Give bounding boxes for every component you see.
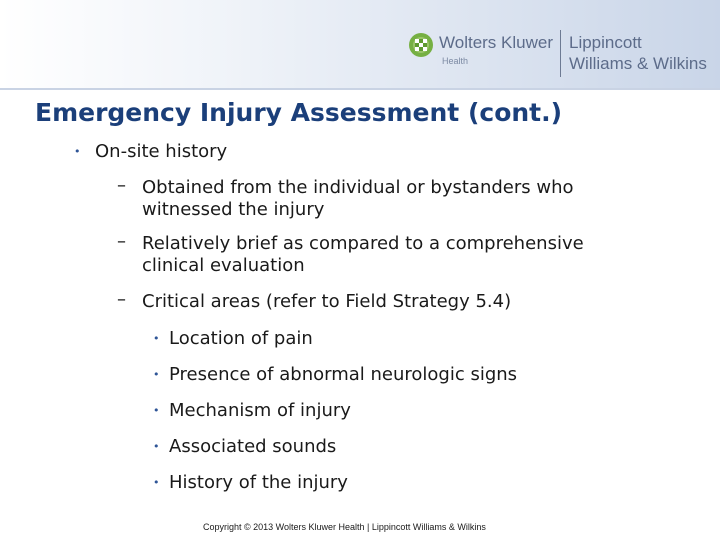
bullet-icon: • <box>153 368 160 381</box>
sub-item-1-line1: Obtained from the individual or bystanders who <box>142 177 574 198</box>
bullet-icon: • <box>153 404 160 417</box>
critical-area-item: History of the injury <box>169 472 348 493</box>
main-bullet: On-site history <box>95 141 228 162</box>
dash-icon: – <box>117 289 126 310</box>
globe-logo-icon <box>408 32 434 58</box>
header-divider <box>0 88 720 90</box>
bullet-icon: • <box>153 332 160 345</box>
critical-area-item: Associated sounds <box>169 436 337 457</box>
sub-item-2-line2: clinical evaluation <box>142 255 305 276</box>
bullet-icon: • <box>153 440 160 453</box>
critical-area-item: Location of pain <box>169 328 313 349</box>
publisher-name-line2: Williams & Wilkins <box>569 54 707 73</box>
sub-item-2-line1: Relatively brief as compared to a comprehensive <box>142 233 584 254</box>
bullet-icon: • <box>74 145 81 158</box>
header-band <box>0 0 720 88</box>
publisher-logo <box>408 30 718 80</box>
sub-item-1-line2: witnessed the injury <box>142 199 325 220</box>
logo-divider <box>560 30 561 77</box>
slide-title: Emergency Injury Assessment (cont.) <box>35 98 563 127</box>
bullet-icon: • <box>153 476 160 489</box>
dash-icon: – <box>117 231 126 252</box>
company-name: Wolters Kluwer <box>439 33 553 52</box>
copyright-footer: Copyright © 2013 Wolters Kluwer Health | Lippincott Williams & Wilkins <box>203 522 486 532</box>
division-name: Health <box>442 56 469 66</box>
dash-icon: – <box>117 175 126 196</box>
critical-area-item: Presence of abnormal neurologic signs <box>169 364 518 385</box>
sub-item-3-line1: Critical areas (refer to Field Strategy 5.4) <box>142 291 512 312</box>
critical-area-item: Mechanism of injury <box>169 400 351 421</box>
publisher-name-line1: Lippincott <box>569 33 642 52</box>
